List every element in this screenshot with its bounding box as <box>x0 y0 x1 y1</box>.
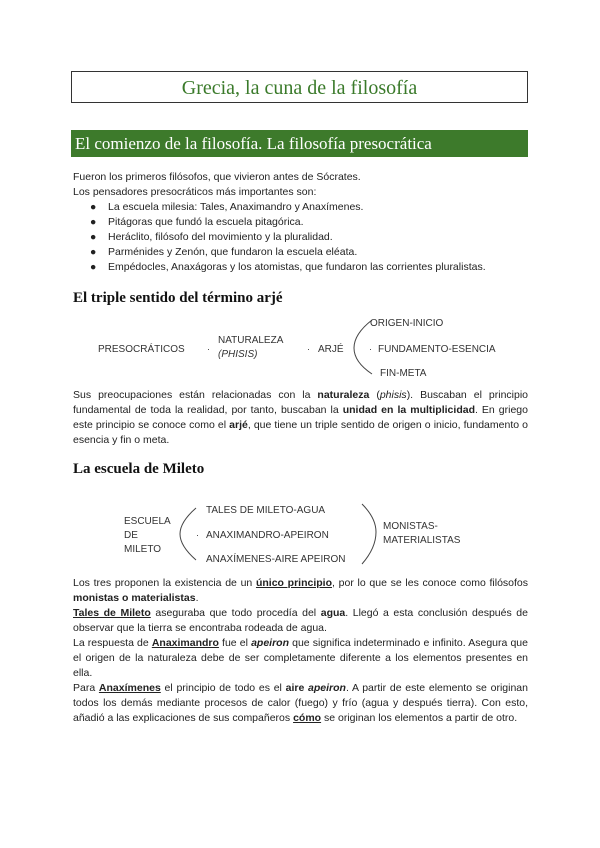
diagram-presocraticos: PRESOCRÁTICOS <box>98 344 185 355</box>
diagram-naturaleza: NATURALEZA <box>218 335 284 346</box>
document-title-box <box>71 71 528 103</box>
list-item: ● La escuela milesia: Tales, Anaximandro y Anaxímenes. <box>90 201 364 213</box>
diagram-anaximenes: ANAXÍMENES-AIRE APEIRON <box>206 554 346 565</box>
arje-paragraph: Sus preocupaciones están relacionadas con la naturaleza (phisis). Buscaban el principio fundamental de toda la realidad, por tanto, buscaban la unidad en la multiplicidad. En griego este principio se conoce como el arjé, que tiene un triple sentido de origen o inicio, fundamento o esencia y fin o meta. <box>73 389 528 446</box>
diagram-dot-3: · <box>369 344 372 354</box>
diagram-brace-right <box>362 504 376 564</box>
diagram-escuela-3: MILETO <box>124 544 162 555</box>
diagram-dot-2: · <box>307 344 310 354</box>
diagram-arje: ARJÉ <box>318 344 344 355</box>
intro-line-1: Fueron los primeros filósofos, que vivieron antes de Sócrates. <box>73 171 361 183</box>
diagram-phisis: (PHISIS) <box>218 349 258 360</box>
diagram-monistas-1: MONISTAS- <box>383 521 438 532</box>
list-item: ● Empédocles, Anaxágoras y los atomistas, que fundaron las corrientes pluralistas. <box>90 261 486 273</box>
heading-mileto: La escuela de Mileto <box>73 461 205 477</box>
mileto-paragraph-3: La respuesta de Anaximandro fue el apeiron que significa indeterminado e infinito. Asegura que el origen de la naturaleza debe de ser completamente diferente a los elementos presentes en ella. <box>73 637 528 679</box>
mileto-paragraph-4: Para Anaxímenes el principio de todo es el aire apeiron. A partir de este elemento se originan todos los demás mediante procesos de calor (fuego) y frío (agua y después tierra). Con esto, añadió a las explicaciones de sus compañeros cómo se originan los elementos a partir de otro. <box>73 682 528 724</box>
diagram-origen: ORIGEN-INICIO <box>370 318 444 329</box>
diagram-anaximandro: ANAXIMANDRO-APEIRON <box>206 530 329 541</box>
mileto-diagram <box>0 498 600 570</box>
mileto-paragraph-2: Tales de Mileto aseguraba que todo procedía del agua. Llegó a esta conclusión después de observar que la tierra se encontraba rodeada de agua. <box>73 607 528 634</box>
mileto-paragraph-1: Los tres proponen la existencia de un único principio, por lo que se les conoce como filósofos monistas o materialistas. <box>73 577 529 604</box>
document-title: Grecia, la cuna de la filosofía <box>181 77 418 99</box>
diagram-escuela-1: ESCUELA <box>124 516 171 527</box>
heading-arje: El triple sentido del término arjé <box>73 290 283 306</box>
arje-diagram <box>0 310 600 380</box>
diagram-escuela-2: DE <box>124 530 138 541</box>
diagram-dot: · <box>196 530 199 540</box>
diagram-fin: FIN-META <box>380 368 427 379</box>
section-heading-presocratica: El comienzo de la filosofía. La filosofía presocrática <box>71 130 528 157</box>
intro-line-2: Los pensadores presocráticos más importantes son: <box>73 186 317 198</box>
diagram-brace-left <box>180 508 196 560</box>
diagram-dot-1: · <box>207 344 210 354</box>
diagram-tales: TALES DE MILETO-AGUA <box>206 505 326 516</box>
list-item: ● Pitágoras que fundó la escuela pitagórica. <box>90 216 304 228</box>
diagram-fundamento: FUNDAMENTO-ESENCIA <box>378 344 496 355</box>
diagram-monistas-2: MATERIALISTAS <box>383 535 461 546</box>
list-item: ● Parménides y Zenón, que fundaron la escuela eléata. <box>90 246 358 258</box>
list-item: ● Heráclito, filósofo del movimiento y la pluralidad. <box>90 231 333 243</box>
